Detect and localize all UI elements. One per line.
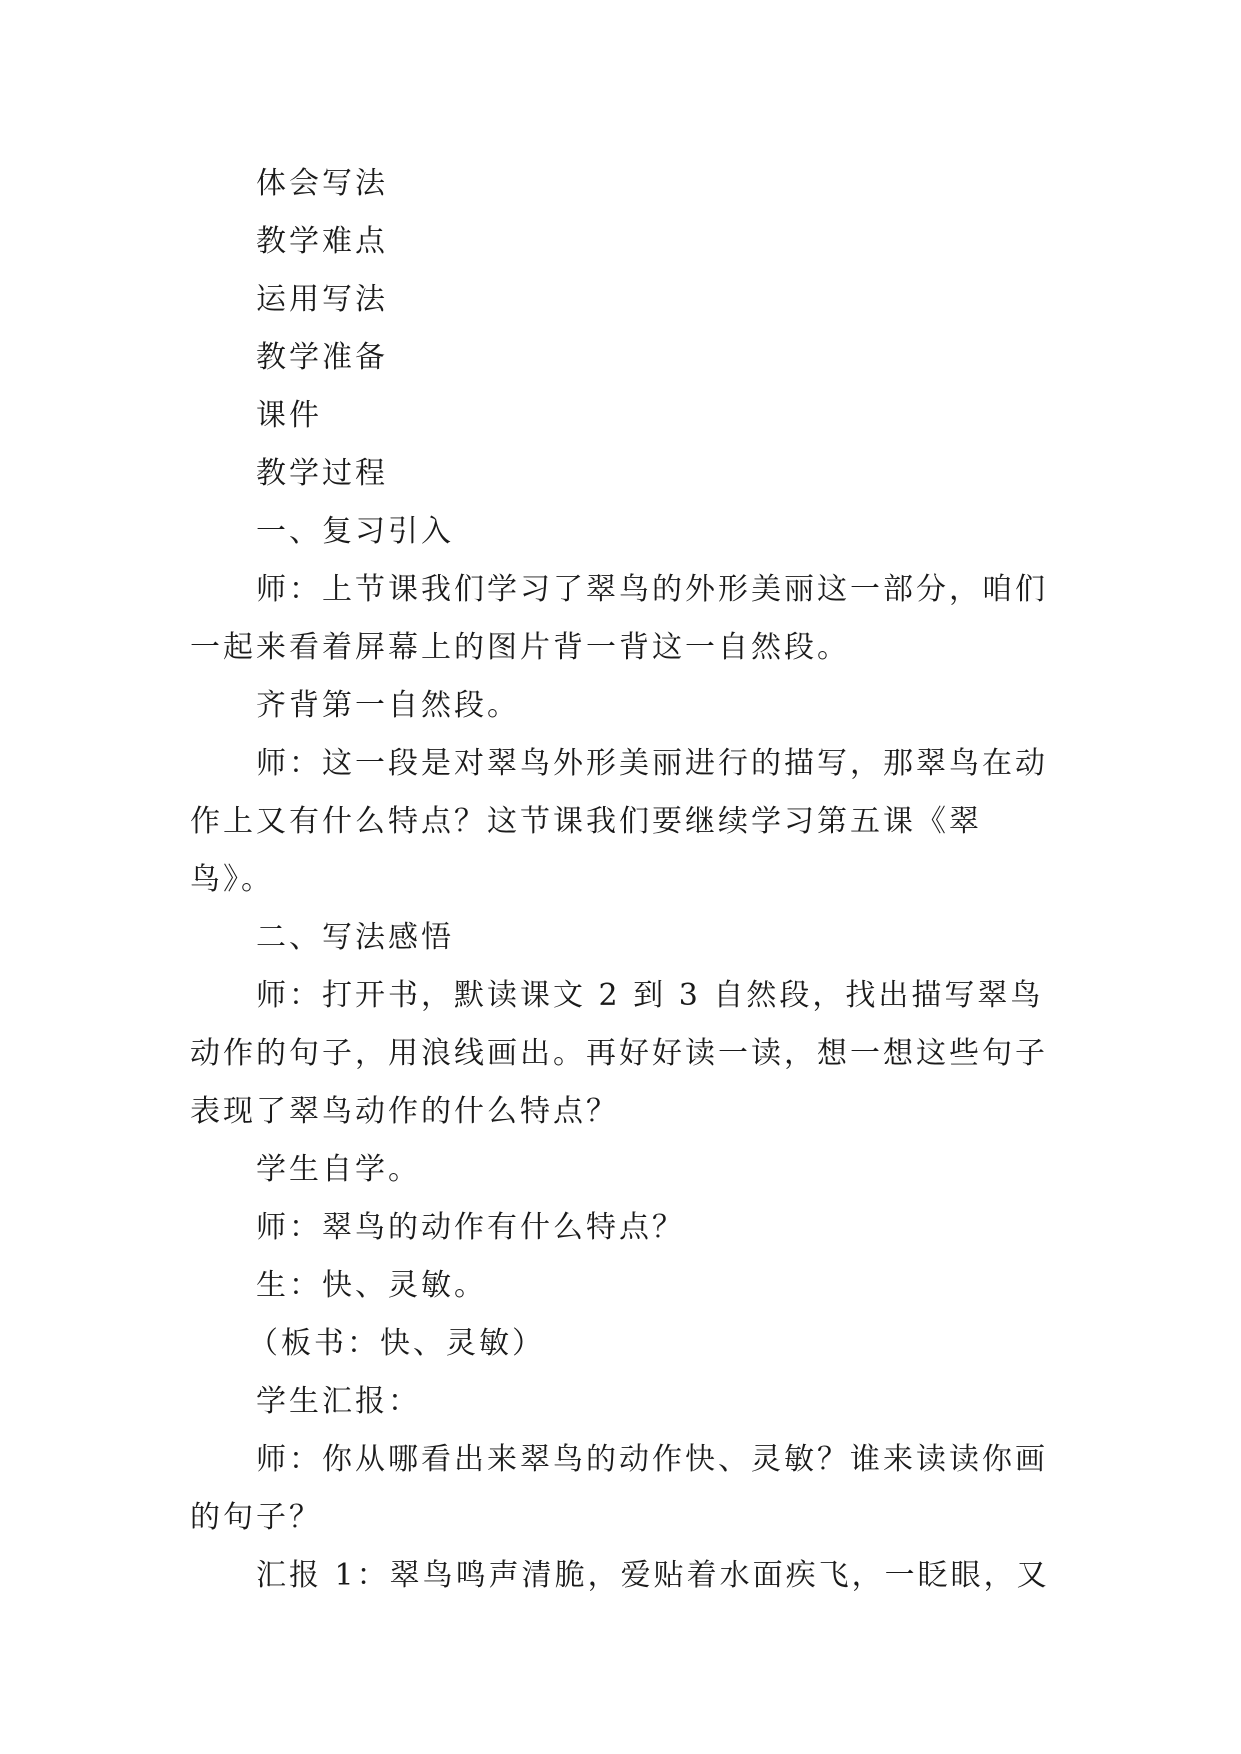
paragraph: 汇报 1：翠鸟鸣声清脆，爱贴着水面疾飞，一眨眼，又 [256,1558,1050,1593]
paragraph: 体会写法 [256,166,388,201]
section-heading: 二、写法感悟 [256,920,454,955]
paragraph: 师：打开书，默读课文 2 到 3 自然段，找出描写翠鸟动作的句子，用浪线画出。再好好读一读，想一想这些句子表现了翠鸟动作的什么特点？ [190,978,1048,1129]
paragraph: 生：快、灵敏。 [256,1268,487,1303]
paragraph: 课件 [256,398,322,433]
paragraph: 运用写法 [256,282,388,317]
paragraph: 教学过程 [256,456,388,491]
paragraph: 师：你从哪看出来翠鸟的动作快、灵敏？谁来读读你画的句子？ [190,1442,1048,1535]
paragraph: 学生自学。 [256,1152,421,1187]
paragraph: 师：上节课我们学习了翠鸟的外形美丽这一部分，咱们一起来看着屏幕上的图片背一背这一自然段。 [190,572,1048,665]
document-body [190,155,1050,1605]
paragraph: 教学难点 [256,224,388,259]
paragraph: 师：翠鸟的动作有什么特点？ [256,1210,685,1245]
paragraph: 齐背第一自然段。 [256,688,520,723]
paragraph: 教学准备 [256,340,388,375]
section-heading: 一、复习引入 [256,514,454,549]
paragraph: 师：这一段是对翠鸟外形美丽进行的描写，那翠鸟在动作上又有什么特点？这节课我们要继续学习第五课《翠鸟》。 [190,746,1048,897]
paragraph: 学生汇报： [256,1384,421,1419]
paragraph: （板书：快、灵敏） [248,1326,545,1361]
